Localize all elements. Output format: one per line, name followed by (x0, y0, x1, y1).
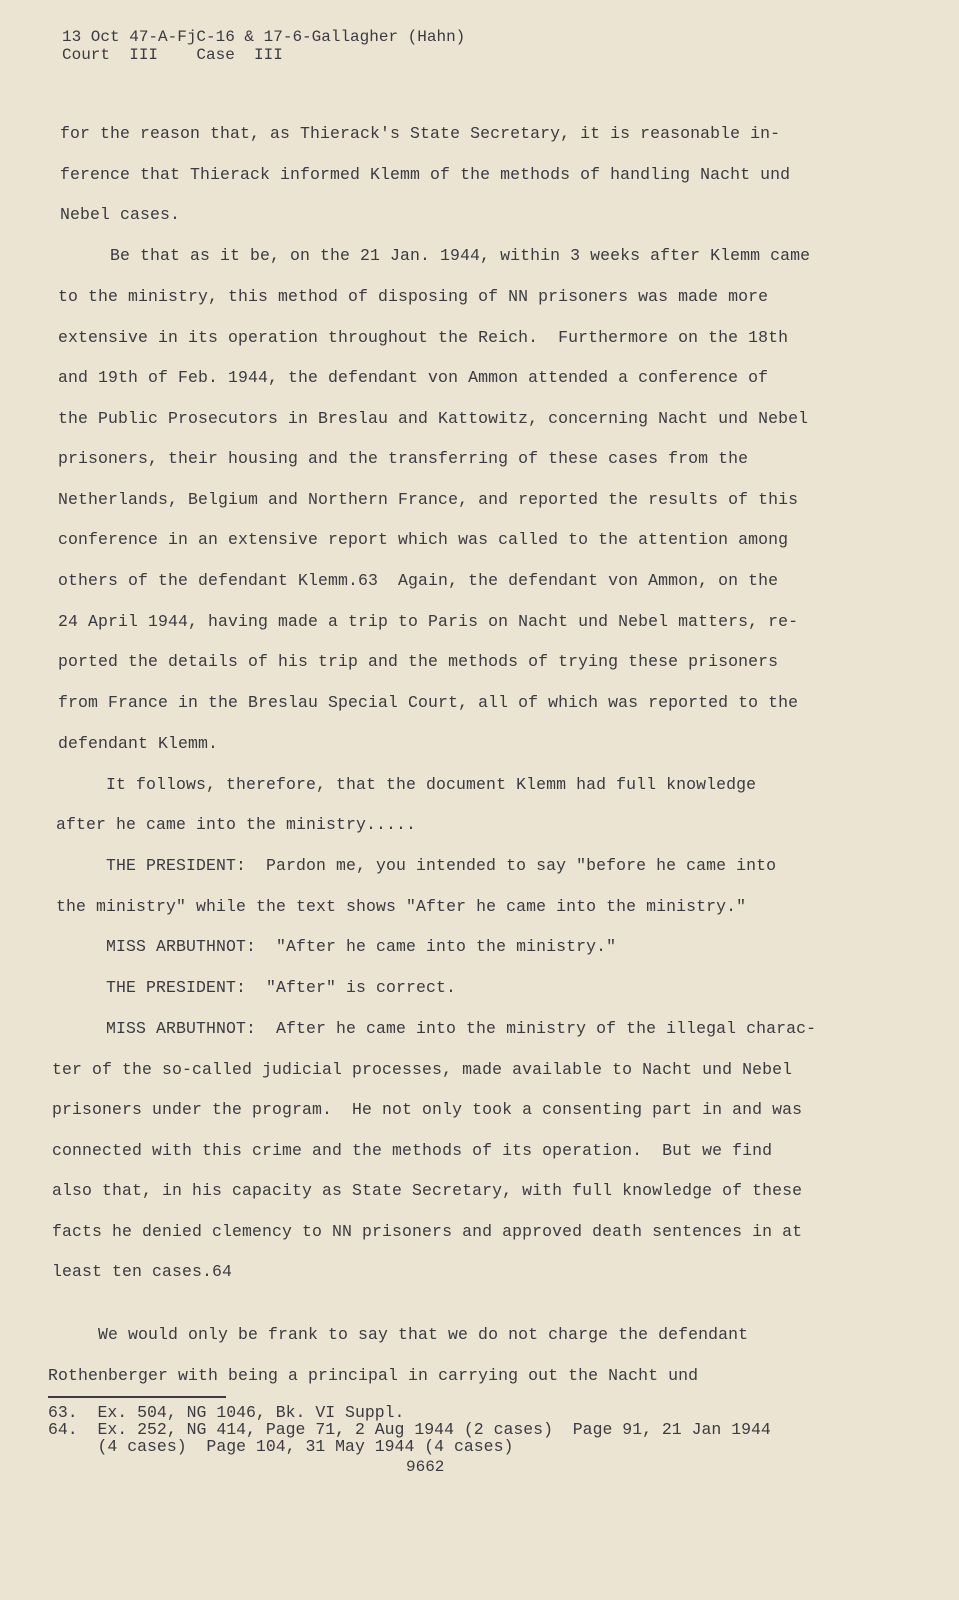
body-line: THE PRESIDENT: "After" is correct. (106, 978, 457, 997)
body-line: MISS ARBUTHNOT: "After he came into the ministry." (106, 937, 617, 956)
body-line: conference in an extensive report which was called to the attention among (58, 530, 789, 549)
body-line: connected with this crime and the methods of its operation. But we find (52, 1141, 773, 1160)
body-line: We would only be frank to say that we do not charge the defendant (98, 1325, 749, 1344)
footnote-64: 64. Ex. 252, NG 414, Page 71, 2 Aug 1944 (2 cases) Page 91, 21 Jan 1944 (48, 1420, 771, 1439)
body-line: the ministry" while the text shows "After he came into the ministry." (56, 897, 747, 916)
body-line: extensive in its operation throughout the Reich. Furthermore on the 18th (58, 328, 789, 347)
body-line: It follows, therefore, that the document Klemm had full knowledge (106, 775, 757, 794)
body-line: Be that as it be, on the 21 Jan. 1944, within 3 weeks after Klemm came (110, 246, 811, 265)
body-line: prisoners under the program. He not only took a consenting part in and was (52, 1100, 803, 1119)
body-line: the Public Prosecutors in Breslau and Kattowitz, concerning Nacht und Nebel (58, 409, 809, 428)
body-line: Netherlands, Belgium and Northern France, and reported the results of this (58, 490, 799, 509)
footnote-64-continued: (4 cases) Page 104, 31 May 1944 (4 cases) (48, 1437, 514, 1456)
body-line: facts he denied clemency to NN prisoners and approved death sentences in at (52, 1222, 803, 1241)
header-line-1: 13 Oct 47-A-FjC-16 & 17-6-Gallagher (Hahn) (62, 28, 466, 46)
body-line: ported the details of his trip and the methods of trying these prisoners (58, 652, 779, 671)
body-line: ter of the so-called judicial processes, made available to Nacht und Nebel (52, 1060, 793, 1079)
header-line-2: Court III Case III (62, 46, 283, 64)
body-line: Rothenberger with being a principal in carrying out the Nacht und (48, 1366, 699, 1385)
body-line: ference that Thierack informed Klemm of the methods of handling Nacht und (60, 165, 791, 184)
body-line: prisoners, their housing and the transferring of these cases from the (58, 449, 749, 468)
body-line: least ten cases.64 (52, 1262, 233, 1281)
footnote-63: 63. Ex. 504, NG 1046, Bk. VI Suppl. (48, 1403, 405, 1422)
body-line: 24 April 1944, having made a trip to Paris on Nacht und Nebel matters, re- (58, 612, 799, 631)
body-line: defendant Klemm. (58, 734, 219, 753)
footnote-rule (48, 1396, 226, 1398)
body-line: to the ministry, this method of disposing of NN prisoners was made more (58, 287, 769, 306)
body-line: after he came into the ministry..... (56, 815, 417, 834)
body-line: THE PRESIDENT: Pardon me, you intended to say "before he came into (106, 856, 777, 875)
body-line: MISS ARBUTHNOT: After he came into the ministry of the illegal charac- (106, 1019, 817, 1038)
body-line: and 19th of Feb. 1944, the defendant von Ammon attended a conference of (58, 368, 769, 387)
body-line: for the reason that, as Thierack's State Secretary, it is reasonable in- (60, 124, 781, 143)
body-line: from France in the Breslau Special Court, all of which was reported to the (58, 693, 799, 712)
body-line: Nebel cases. (60, 205, 181, 224)
page-number: 9662 (406, 1458, 445, 1476)
body-line: also that, in his capacity as State Secretary, with full knowledge of these (52, 1181, 803, 1200)
body-line: others of the defendant Klemm.63 Again, the defendant von Ammon, on the (58, 571, 779, 590)
